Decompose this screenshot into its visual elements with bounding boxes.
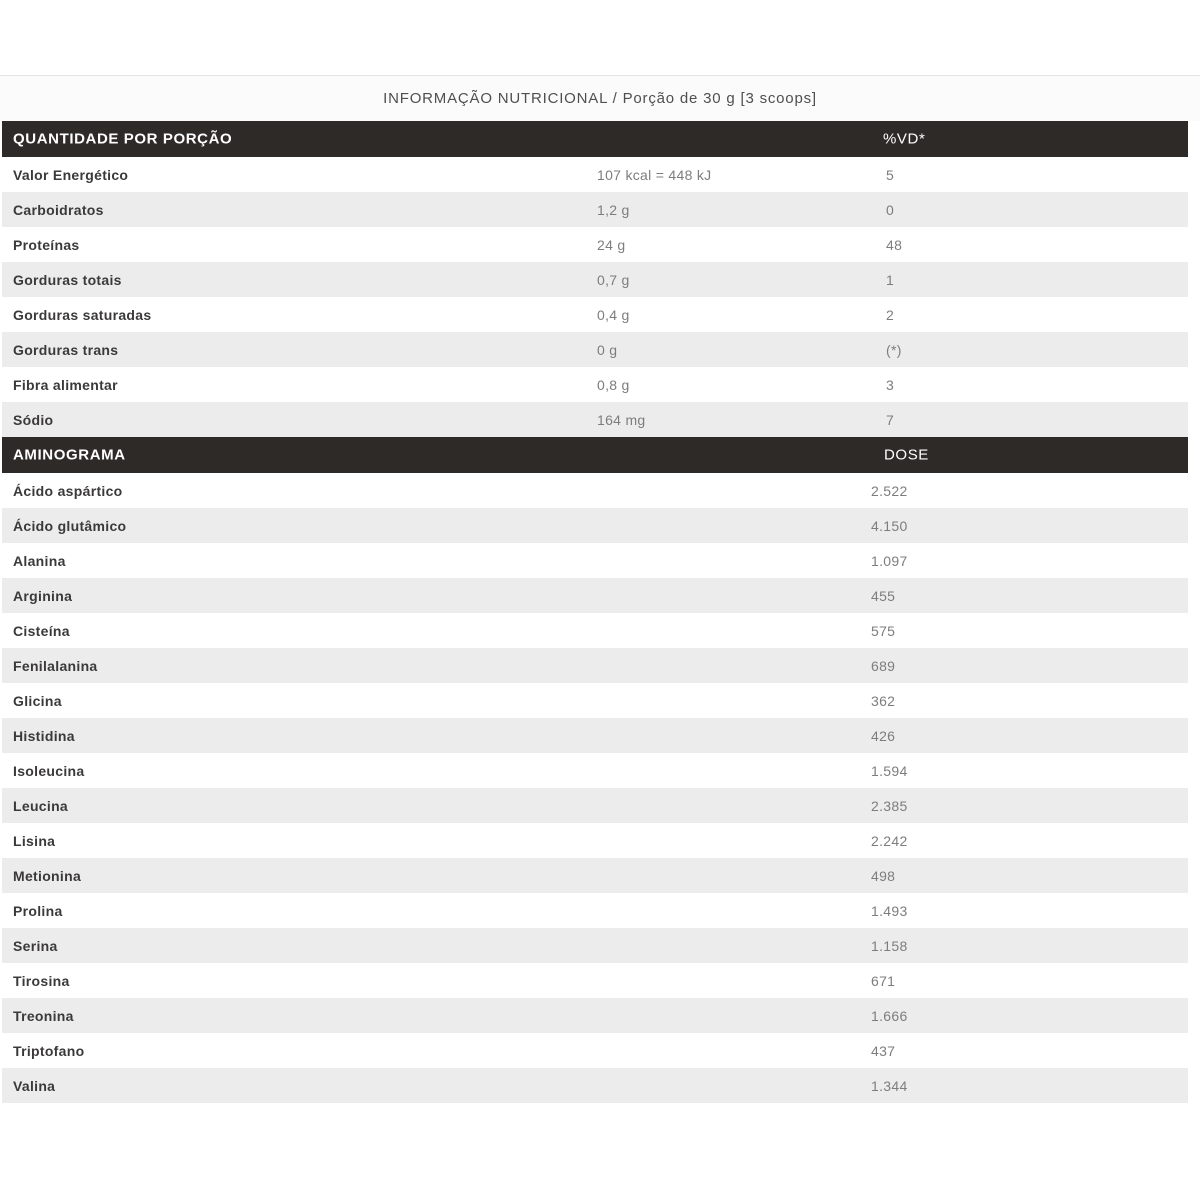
- nutrient-amount-value: 1,2 g: [597, 201, 630, 218]
- amino-acid-dose-value: 1.158: [871, 937, 908, 954]
- nutrient-amount-value: 0,7 g: [597, 271, 630, 288]
- aminogram-table-row: [2, 613, 1188, 648]
- amino-acid-label: Ácido aspártico: [13, 482, 123, 499]
- header-quantity-per-serving-label: QUANTIDADE POR PORÇÃO: [13, 130, 233, 148]
- header-aminogram-label: AMINOGRAMA: [13, 446, 126, 464]
- nutrition-table-row: [2, 227, 1188, 262]
- aminogram-table-row: [2, 1033, 1188, 1068]
- amino-acid-label: Treonina: [13, 1007, 74, 1024]
- amino-acid-label: Prolina: [13, 902, 63, 919]
- amino-acid-dose-value: 671: [871, 972, 896, 989]
- amino-acid-dose-value: 498: [871, 867, 896, 884]
- bottom-whitespace: [0, 1103, 1200, 1199]
- amino-acid-dose-value: 4.150: [871, 517, 908, 534]
- nutrient-amount-value: 0,4 g: [597, 306, 630, 323]
- aminogram-table-row: [2, 543, 1188, 578]
- amino-acid-label: Triptofano: [13, 1042, 85, 1059]
- aminogram-table-row: [2, 963, 1188, 998]
- amino-acid-dose-value: 1.097: [871, 552, 908, 569]
- nutrient-label: Fibra alimentar: [13, 376, 118, 393]
- aminogram-table-row: [2, 893, 1188, 928]
- aminogram-table-row: [2, 648, 1188, 683]
- aminogram-table-row: [2, 508, 1188, 543]
- aminogram-table-row: [2, 928, 1188, 963]
- amino-acid-label: Tirosina: [13, 972, 70, 989]
- amino-acid-label: Serina: [13, 937, 58, 954]
- nutrient-amount-value: 24 g: [597, 236, 626, 253]
- aminogram-rows: [2, 473, 1188, 1103]
- nutrition-table-row: [2, 332, 1188, 367]
- title-strip: [0, 75, 1200, 121]
- amino-acid-dose-value: 1.666: [871, 1007, 908, 1024]
- nutrient-amount-value: 0 g: [597, 341, 618, 358]
- amino-acid-label: Alanina: [13, 552, 66, 569]
- nutrient-vd-value: 48: [886, 236, 903, 253]
- aminogram-table-row: [2, 1068, 1188, 1103]
- aminogram-table-row: [2, 998, 1188, 1033]
- nutrient-label: Proteínas: [13, 236, 80, 253]
- nutrient-label: Carboidratos: [13, 201, 104, 218]
- aminogram-table-row: [2, 823, 1188, 858]
- amino-acid-dose-value: 1.594: [871, 762, 908, 779]
- tables-container: [2, 121, 1188, 1103]
- nutrition-table-row: [2, 367, 1188, 402]
- amino-acid-dose-value: 575: [871, 622, 896, 639]
- aminogram-table-row: [2, 788, 1188, 823]
- nutrient-vd-value: 5: [886, 166, 895, 183]
- amino-acid-dose-value: 2.385: [871, 797, 908, 814]
- amino-acid-dose-value: 689: [871, 657, 896, 674]
- nutrient-vd-value: 0: [886, 201, 895, 218]
- amino-acid-label: Fenilalanina: [13, 657, 98, 674]
- amino-acid-label: Glicina: [13, 692, 62, 709]
- amino-acid-label: Arginina: [13, 587, 73, 604]
- header-daily-value-label: %VD*: [883, 130, 926, 148]
- nutrient-label: Valor Energético: [13, 166, 129, 183]
- nutrition-rows: [2, 157, 1188, 437]
- amino-acid-label: Isoleucina: [13, 762, 85, 779]
- nutrition-table-header-bar: [2, 121, 1188, 157]
- header-dose-label: DOSE: [884, 446, 929, 464]
- amino-acid-dose-value: 2.242: [871, 832, 908, 849]
- amino-acid-dose-value: 455: [871, 587, 896, 604]
- amino-acid-label: Valina: [13, 1077, 56, 1094]
- aminogram-table-row: [2, 858, 1188, 893]
- nutrition-table-row: [2, 297, 1188, 332]
- nutrient-vd-value: 1: [886, 271, 895, 288]
- nutrient-amount-value: 164 mg: [597, 411, 646, 428]
- amino-acid-label: Ácido glutâmico: [13, 517, 127, 534]
- amino-acid-dose-value: 426: [871, 727, 896, 744]
- page-title: INFORMAÇÃO NUTRICIONAL / Porção de 30 g [3 scoops]: [383, 90, 817, 107]
- aminogram-table-row: [2, 683, 1188, 718]
- top-whitespace: [0, 0, 1200, 75]
- amino-acid-label: Histidina: [13, 727, 75, 744]
- amino-acid-label: Leucina: [13, 797, 69, 814]
- amino-acid-dose-value: 362: [871, 692, 896, 709]
- aminogram-table-row: [2, 578, 1188, 613]
- nutrition-table-row: [2, 262, 1188, 297]
- nutrient-vd-value: (*): [886, 341, 902, 358]
- nutrient-vd-value: 7: [886, 411, 895, 428]
- nutrient-label: Gorduras trans: [13, 341, 119, 358]
- aminogram-header-bar: [2, 437, 1188, 473]
- aminogram-table-row: [2, 718, 1188, 753]
- amino-acid-dose-value: 2.522: [871, 482, 908, 499]
- nutrient-vd-value: 3: [886, 376, 895, 393]
- amino-acid-label: Cisteína: [13, 622, 70, 639]
- aminogram-table-row: [2, 473, 1188, 508]
- aminogram-table-row: [2, 753, 1188, 788]
- nutrient-vd-value: 2: [886, 306, 895, 323]
- amino-acid-label: Metionina: [13, 867, 82, 884]
- nutrient-label: Gorduras saturadas: [13, 306, 152, 323]
- nutrient-label: Sódio: [13, 411, 54, 428]
- nutrition-table-row: [2, 192, 1188, 227]
- nutrient-amount-value: 0,8 g: [597, 376, 630, 393]
- amino-acid-dose-value: 1.344: [871, 1077, 908, 1094]
- amino-acid-dose-value: 1.493: [871, 902, 908, 919]
- nutrition-table-row: [2, 402, 1188, 437]
- nutrient-amount-value: 107 kcal = 448 kJ: [597, 166, 712, 183]
- nutrition-table-row: [2, 157, 1188, 192]
- amino-acid-label: Lisina: [13, 832, 56, 849]
- amino-acid-dose-value: 437: [871, 1042, 896, 1059]
- nutrient-label: Gorduras totais: [13, 271, 122, 288]
